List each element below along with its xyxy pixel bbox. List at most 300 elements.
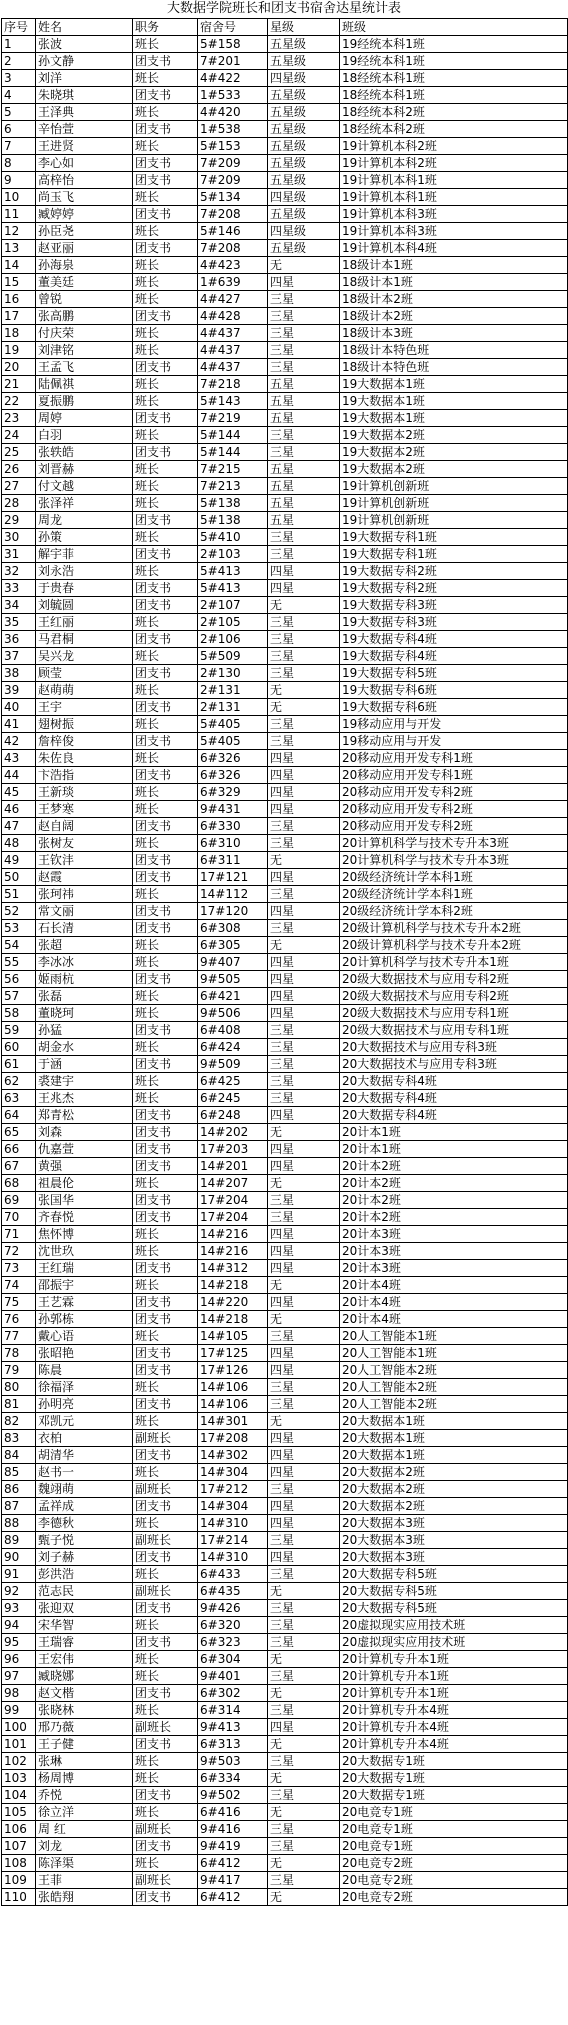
cell-role: 班长 (133, 223, 198, 240)
cell-star: 无 (268, 1124, 340, 1141)
cell-class: 18级计本特色班 (340, 359, 568, 376)
cell-name: 张迎双 (36, 1600, 133, 1617)
cell-role: 团支书 (133, 1396, 198, 1413)
cell-index: 42 (2, 733, 36, 750)
cell-class: 20计本2班 (340, 1192, 568, 1209)
cell-class: 19大数据专科6班 (340, 699, 568, 716)
cell-name: 王兆杰 (36, 1090, 133, 1107)
cell-role: 团支书 (133, 1889, 198, 1906)
header-cell-index: 序号 (2, 19, 36, 36)
table-row (2, 223, 568, 240)
cell-name: 孟祥成 (36, 1498, 133, 1515)
cell-class: 20人工智能本1班 (340, 1328, 568, 1345)
cell-dorm: 6#314 (198, 1702, 268, 1719)
cell-star: 无 (268, 937, 340, 954)
table-row (2, 1430, 568, 1447)
cell-star: 四星 (268, 1464, 340, 1481)
cell-dorm: 7#215 (198, 461, 268, 478)
cell-star: 五星 (268, 393, 340, 410)
cell-star: 无 (268, 1685, 340, 1702)
cell-dorm: 6#320 (198, 1617, 268, 1634)
cell-star: 四星 (268, 1498, 340, 1515)
cell-dorm: 5#138 (198, 512, 268, 529)
cell-name: 赵亚丽 (36, 240, 133, 257)
cell-class: 19大数据本1班 (340, 393, 568, 410)
table-row (2, 155, 568, 172)
cell-class: 20级大数据技术与应用专科1班 (340, 1022, 568, 1039)
cell-class: 20计本2班 (340, 1175, 568, 1192)
cell-star: 三星 (268, 444, 340, 461)
cell-index: 25 (2, 444, 36, 461)
cell-star: 四星 (268, 1515, 340, 1532)
table-row (2, 1600, 568, 1617)
cell-role: 团支书 (133, 206, 198, 223)
cell-star: 四星 (268, 767, 340, 784)
table-row (2, 1549, 568, 1566)
cell-star: 无 (268, 1889, 340, 1906)
cell-role: 副班长 (133, 1872, 198, 1889)
cell-role: 班长 (133, 70, 198, 87)
cell-name: 高梓怡 (36, 172, 133, 189)
cell-class: 20计本1班 (340, 1124, 568, 1141)
cell-name: 王菲 (36, 1872, 133, 1889)
cell-dorm: 5#146 (198, 223, 268, 240)
cell-name: 王宇 (36, 699, 133, 716)
cell-star: 无 (268, 597, 340, 614)
table-row (2, 1396, 568, 1413)
cell-class: 20计算机专升本1班 (340, 1685, 568, 1702)
cell-class: 20计本4班 (340, 1311, 568, 1328)
cell-index: 93 (2, 1600, 36, 1617)
cell-dorm: 6#334 (198, 1770, 268, 1787)
cell-dorm: 5#410 (198, 529, 268, 546)
table-row (2, 614, 568, 631)
cell-star: 三星 (268, 1600, 340, 1617)
cell-dorm: 14#304 (198, 1498, 268, 1515)
cell-role: 团支书 (133, 1787, 198, 1804)
cell-name: 李德秋 (36, 1515, 133, 1532)
cell-index: 13 (2, 240, 36, 257)
cell-star: 四星 (268, 1362, 340, 1379)
cell-dorm: 14#310 (198, 1515, 268, 1532)
table-row (2, 903, 568, 920)
cell-dorm: 4#422 (198, 70, 268, 87)
cell-role: 班长 (133, 937, 198, 954)
cell-dorm: 6#304 (198, 1651, 268, 1668)
cell-name: 杨周博 (36, 1770, 133, 1787)
cell-index: 29 (2, 512, 36, 529)
cell-role: 班长 (133, 342, 198, 359)
cell-class: 20计算机专升本1班 (340, 1651, 568, 1668)
cell-role: 团支书 (133, 665, 198, 682)
cell-role: 团支书 (133, 971, 198, 988)
cell-dorm: 9#509 (198, 1056, 268, 1073)
table-row (2, 1787, 568, 1804)
cell-class: 20虚拟现实应用技术班 (340, 1617, 568, 1634)
cell-role: 班长 (133, 835, 198, 852)
cell-name: 于涵 (36, 1056, 133, 1073)
cell-index: 88 (2, 1515, 36, 1532)
cell-index: 109 (2, 1872, 36, 1889)
cell-index: 105 (2, 1804, 36, 1821)
table-row (2, 1226, 568, 1243)
cell-class: 20计本4班 (340, 1294, 568, 1311)
cell-class: 20大数据专科5班 (340, 1583, 568, 1600)
cell-index: 63 (2, 1090, 36, 1107)
cell-name: 孙猛 (36, 1022, 133, 1039)
cell-name: 赵书一 (36, 1464, 133, 1481)
cell-role: 团支书 (133, 597, 198, 614)
cell-role: 团支书 (133, 121, 198, 138)
cell-name: 周婷 (36, 410, 133, 427)
table-row (2, 563, 568, 580)
cell-name: 刘森 (36, 1124, 133, 1141)
table-row (2, 1872, 568, 1889)
table-row (2, 1532, 568, 1549)
cell-star: 四星 (268, 971, 340, 988)
table-row (2, 444, 568, 461)
cell-dorm: 9#502 (198, 1787, 268, 1804)
cell-index: 30 (2, 529, 36, 546)
cell-star: 三星 (268, 716, 340, 733)
cell-star: 三星 (268, 342, 340, 359)
cell-name: 孙臣尧 (36, 223, 133, 240)
cell-star: 五星 (268, 410, 340, 427)
cell-name: 范志民 (36, 1583, 133, 1600)
cell-name: 张珂祎 (36, 886, 133, 903)
table-row (2, 495, 568, 512)
cell-index: 65 (2, 1124, 36, 1141)
cell-dorm: 5#405 (198, 716, 268, 733)
table-row (2, 1685, 568, 1702)
cell-class: 19大数据本2班 (340, 444, 568, 461)
cell-index: 27 (2, 478, 36, 495)
cell-name: 焦怀博 (36, 1226, 133, 1243)
cell-name: 甄子悦 (36, 1532, 133, 1549)
cell-star: 五星级 (268, 206, 340, 223)
cell-role: 团支书 (133, 869, 198, 886)
cell-star: 无 (268, 1770, 340, 1787)
cell-dorm: 17#212 (198, 1481, 268, 1498)
cell-dorm: 6#302 (198, 1685, 268, 1702)
cell-index: 36 (2, 631, 36, 648)
cell-index: 78 (2, 1345, 36, 1362)
cell-name: 宋华智 (36, 1617, 133, 1634)
header-cell-star: 星级 (268, 19, 340, 36)
table-row (2, 529, 568, 546)
cell-dorm: 2#106 (198, 631, 268, 648)
cell-dorm: 14#218 (198, 1277, 268, 1294)
cell-class: 19经统本科1班 (340, 36, 568, 53)
cell-class: 20计本2班 (340, 1158, 568, 1175)
cell-star: 三星 (268, 614, 340, 631)
table-row (2, 87, 568, 104)
cell-dorm: 14#220 (198, 1294, 268, 1311)
cell-star: 五星级 (268, 87, 340, 104)
cell-class: 20大数据专科5班 (340, 1600, 568, 1617)
table-row (2, 937, 568, 954)
cell-class: 20移动应用开发专科2班 (340, 801, 568, 818)
cell-star: 四星 (268, 1447, 340, 1464)
cell-index: 94 (2, 1617, 36, 1634)
cell-star: 五星级 (268, 121, 340, 138)
cell-index: 31 (2, 546, 36, 563)
cell-star: 无 (268, 1583, 340, 1600)
cell-class: 20电竞专1班 (340, 1821, 568, 1838)
cell-role: 团支书 (133, 359, 198, 376)
cell-role: 团支书 (133, 1056, 198, 1073)
table-row (2, 342, 568, 359)
cell-name: 王梦寒 (36, 801, 133, 818)
cell-index: 26 (2, 461, 36, 478)
table-row (2, 1821, 568, 1838)
cell-star: 三星 (268, 1396, 340, 1413)
cell-name: 赵自阔 (36, 818, 133, 835)
table-row (2, 410, 568, 427)
cell-dorm: 5#413 (198, 580, 268, 597)
cell-index: 15 (2, 274, 36, 291)
cell-star: 四星 (268, 903, 340, 920)
table-row (2, 1192, 568, 1209)
cell-name: 孙明亮 (36, 1396, 133, 1413)
cell-dorm: 9#413 (198, 1719, 268, 1736)
cell-role: 班长 (133, 1651, 198, 1668)
cell-dorm: 9#417 (198, 1872, 268, 1889)
cell-name: 于贵春 (36, 580, 133, 597)
cell-index: 73 (2, 1260, 36, 1277)
table-row (2, 70, 568, 87)
cell-star: 三星 (268, 1702, 340, 1719)
cell-role: 副班长 (133, 1719, 198, 1736)
cell-class: 19大数据专科2班 (340, 580, 568, 597)
cell-class: 20大数据本3班 (340, 1549, 568, 1566)
cell-index: 14 (2, 257, 36, 274)
cell-class: 20计本3班 (340, 1260, 568, 1277)
cell-index: 5 (2, 104, 36, 121)
header-cell-name: 姓名 (36, 19, 133, 36)
cell-star: 无 (268, 1311, 340, 1328)
cell-dorm: 6#326 (198, 750, 268, 767)
header-cell-role: 职务 (133, 19, 198, 36)
cell-class: 20电竞专2班 (340, 1855, 568, 1872)
cell-name: 魏翊萌 (36, 1481, 133, 1498)
cell-dorm: 6#323 (198, 1634, 268, 1651)
cell-star: 四星 (268, 563, 340, 580)
cell-dorm: 6#408 (198, 1022, 268, 1039)
cell-name: 刘毓圆 (36, 597, 133, 614)
cell-dorm: 9#431 (198, 801, 268, 818)
cell-star: 无 (268, 699, 340, 716)
cell-dorm: 6#412 (198, 1889, 268, 1906)
cell-role: 班长 (133, 1226, 198, 1243)
cell-star: 三星 (268, 1838, 340, 1855)
table-row (2, 1056, 568, 1073)
cell-role: 班长 (133, 376, 198, 393)
cell-dorm: 5#158 (198, 36, 268, 53)
cell-star: 三星 (268, 648, 340, 665)
cell-class: 18级计本1班 (340, 257, 568, 274)
cell-class: 20虚拟现实应用技术班 (340, 1634, 568, 1651)
cell-class: 20计算机科学与技术专升本1班 (340, 954, 568, 971)
table-row (2, 971, 568, 988)
cell-index: 64 (2, 1107, 36, 1124)
cell-class: 20大数据专1班 (340, 1787, 568, 1804)
cell-dorm: 17#121 (198, 869, 268, 886)
cell-class: 20计本2班 (340, 1209, 568, 1226)
cell-role: 团支书 (133, 580, 198, 597)
table-row (2, 427, 568, 444)
table-row (2, 597, 568, 614)
cell-class: 20大数据专科4班 (340, 1090, 568, 1107)
cell-class: 20级经济统计学本科2班 (340, 903, 568, 920)
cell-role: 班长 (133, 1464, 198, 1481)
cell-star: 三星 (268, 427, 340, 444)
cell-dorm: 14#106 (198, 1396, 268, 1413)
table-row (2, 1566, 568, 1583)
table-row (2, 665, 568, 682)
cell-name: 常文丽 (36, 903, 133, 920)
cell-index: 32 (2, 563, 36, 580)
cell-class: 20大数据技术与应用专科3班 (340, 1056, 568, 1073)
cell-dorm: 14#216 (198, 1243, 268, 1260)
cell-dorm: 6#416 (198, 1804, 268, 1821)
cell-role: 团支书 (133, 699, 198, 716)
cell-name: 王艺霖 (36, 1294, 133, 1311)
cell-star: 四星 (268, 1719, 340, 1736)
cell-name: 吴兴龙 (36, 648, 133, 665)
cell-role: 班长 (133, 1566, 198, 1583)
table-row (2, 1107, 568, 1124)
cell-star: 无 (268, 1175, 340, 1192)
cell-role: 班长 (133, 495, 198, 512)
cell-name: 夏振鹏 (36, 393, 133, 410)
cell-class: 20计算机专升本4班 (340, 1702, 568, 1719)
cell-role: 团支书 (133, 1447, 198, 1464)
cell-role: 副班长 (133, 1430, 198, 1447)
cell-role: 班长 (133, 563, 198, 580)
table-row (2, 988, 568, 1005)
cell-dorm: 4#437 (198, 359, 268, 376)
cell-name: 邢乃薇 (36, 1719, 133, 1736)
table-row (2, 1651, 568, 1668)
table-row (2, 716, 568, 733)
cell-star: 四星 (268, 801, 340, 818)
cell-name: 白羽 (36, 427, 133, 444)
cell-class: 20大数据本1班 (340, 1430, 568, 1447)
cell-class: 20计算机专升本4班 (340, 1719, 568, 1736)
cell-star: 无 (268, 257, 340, 274)
cell-name: 刘洋 (36, 70, 133, 87)
cell-name: 张高鹏 (36, 308, 133, 325)
cell-class: 20大数据本1班 (340, 1447, 568, 1464)
cell-class: 20级计算机科学与技术专升本2班 (340, 937, 568, 954)
cell-name: 赵霞 (36, 869, 133, 886)
cell-class: 20移动应用开发专科1班 (340, 750, 568, 767)
cell-class: 19计算机本科1班 (340, 172, 568, 189)
cell-star: 四星 (268, 1430, 340, 1447)
cell-index: 86 (2, 1481, 36, 1498)
cell-star: 五星级 (268, 53, 340, 70)
cell-class: 18级计本特色班 (340, 342, 568, 359)
cell-class: 20级大数据技术与应用专科2班 (340, 988, 568, 1005)
table-row (2, 308, 568, 325)
cell-class: 20计算机专升本1班 (340, 1668, 568, 1685)
cell-role: 班长 (133, 529, 198, 546)
cell-star: 三星 (268, 733, 340, 750)
cell-role: 团支书 (133, 444, 198, 461)
cell-class: 20计算机科学与技术专升本3班 (340, 835, 568, 852)
cell-role: 团支书 (133, 410, 198, 427)
cell-dorm: 5#153 (198, 138, 268, 155)
cell-index: 52 (2, 903, 36, 920)
cell-index: 48 (2, 835, 36, 852)
cell-index: 43 (2, 750, 36, 767)
cell-name: 王新琰 (36, 784, 133, 801)
cell-class: 20级经济统计学本科1班 (340, 886, 568, 903)
cell-star: 三星 (268, 1022, 340, 1039)
cell-index: 62 (2, 1073, 36, 1090)
cell-class: 20人工智能本2班 (340, 1362, 568, 1379)
cell-role: 班长 (133, 1328, 198, 1345)
cell-class: 19计算机本科2班 (340, 138, 568, 155)
cell-role: 班长 (133, 274, 198, 291)
cell-name: 臧婷婷 (36, 206, 133, 223)
cell-dorm: 9#419 (198, 1838, 268, 1855)
table-row (2, 767, 568, 784)
table-row (2, 835, 568, 852)
cell-class: 19大数据专科4班 (340, 648, 568, 665)
cell-index: 68 (2, 1175, 36, 1192)
table-row (2, 36, 568, 53)
cell-name: 彭洪浩 (36, 1566, 133, 1583)
cell-role: 班长 (133, 257, 198, 274)
cell-role: 团支书 (133, 1294, 198, 1311)
table-row (2, 1515, 568, 1532)
table-row (2, 1447, 568, 1464)
cell-star: 五星级 (268, 240, 340, 257)
cell-name: 周 红 (36, 1821, 133, 1838)
cell-role: 团支书 (133, 1209, 198, 1226)
table-row (2, 461, 568, 478)
cell-name: 徐福泽 (36, 1379, 133, 1396)
cell-index: 21 (2, 376, 36, 393)
cell-index: 70 (2, 1209, 36, 1226)
cell-name: 王孟飞 (36, 359, 133, 376)
cell-class: 20人工智能本2班 (340, 1379, 568, 1396)
cell-dorm: 14#201 (198, 1158, 268, 1175)
cell-role: 班长 (133, 189, 198, 206)
cell-dorm: 5#144 (198, 427, 268, 444)
cell-index: 57 (2, 988, 36, 1005)
cell-star: 五星 (268, 376, 340, 393)
cell-class: 20大数据本3班 (340, 1532, 568, 1549)
table-row (2, 478, 568, 495)
cell-role: 团支书 (133, 155, 198, 172)
cell-class: 19计算机创新班 (340, 478, 568, 495)
cell-role: 团支书 (133, 903, 198, 920)
cell-name: 孙海泉 (36, 257, 133, 274)
cell-name: 邓凯元 (36, 1413, 133, 1430)
cell-name: 卞浩指 (36, 767, 133, 784)
cell-index: 103 (2, 1770, 36, 1787)
cell-role: 班长 (133, 682, 198, 699)
cell-index: 104 (2, 1787, 36, 1804)
cell-dorm: 6#421 (198, 988, 268, 1005)
cell-index: 106 (2, 1821, 36, 1838)
cell-name: 乔悦 (36, 1787, 133, 1804)
cell-class: 18级计本2班 (340, 308, 568, 325)
cell-star: 三星 (268, 1192, 340, 1209)
